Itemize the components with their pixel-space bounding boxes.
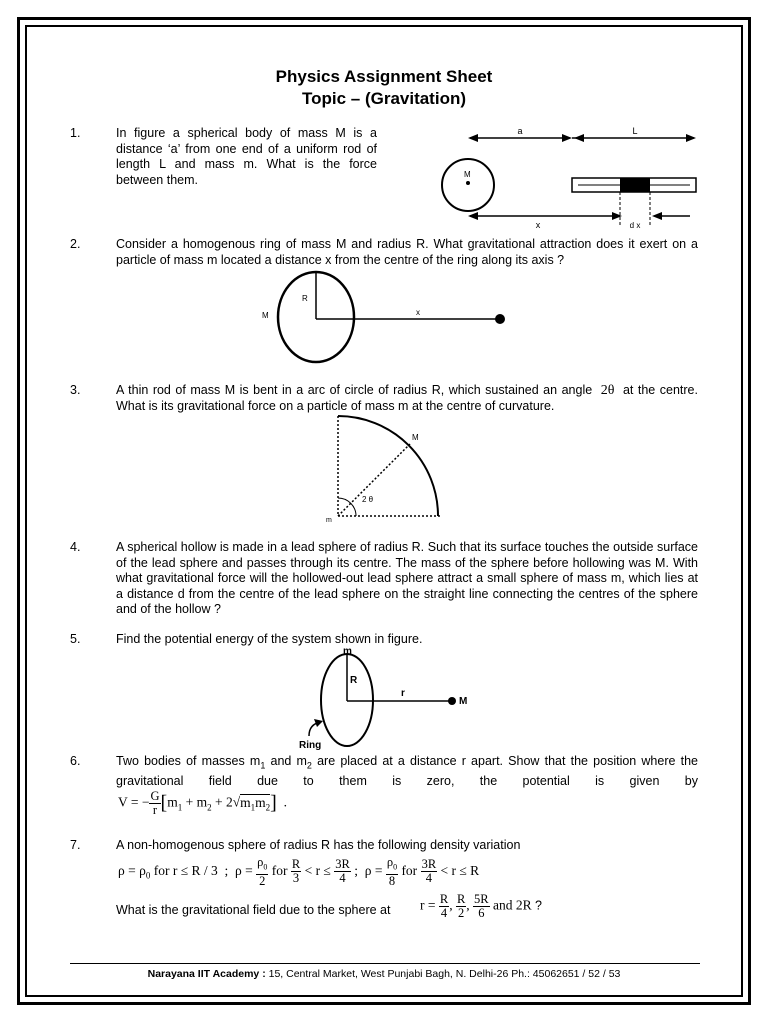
question-1-text: In figure a spherical body of mass M is a distance ‘a’ from one end of a uniform rod of length L and mass m. What is the force between them. (116, 126, 377, 187)
question-3-text-start: A thin rod of mass M is bent in a arc of circle of radius R, which sustained an angle (116, 383, 593, 397)
q6-part-c: are placed at a distance r apart. Show that the position where the gravitational field due to them is zero, the potential is given by (116, 754, 698, 788)
question-6-text (116, 754, 698, 790)
label-a: a (517, 126, 523, 136)
label-L: L (632, 126, 638, 136)
density-formula: $\rho = \rho_0$ for r ≤ R / 3 ; ρ = $\frac{\rho_0}{2}$ for $\frac{R}{3}$ < r ≤ $\frac{3R}{4}$ ; ρ = $\frac{\rho_0}{8}$ for $\frac{3R}{4}$ < r ≤ R (118, 855, 480, 888)
label-M: M (464, 170, 471, 179)
label-ring: Ring (299, 740, 322, 751)
question-3-text-end: at the centre. What is its gravitational force on a particle of mass m at the centre of curvature. (116, 383, 698, 413)
label-M: M (459, 696, 468, 707)
question-number: 5. (70, 632, 81, 646)
subscript-2: 2 (306, 760, 312, 771)
footer-academy: Narayana IIT Academy : (147, 968, 266, 980)
footer-divider (70, 963, 700, 964)
q6-part-b: and m (265, 754, 307, 768)
question-7-field-text: What is the gravitational field due to the sphere at (116, 903, 391, 917)
question-number: 3. (70, 383, 81, 397)
label-m: m (326, 517, 332, 524)
figure-2 (258, 270, 518, 370)
question-3-text (116, 383, 698, 414)
question-7-text: A non-homogenous sphere of radius R has the following density variation (116, 838, 521, 852)
label-R: R (302, 294, 308, 303)
footer-address: 15, Central Market, West Punjabi Bagh, N. Delhi-26 Ph.: 45062651 / 52 / 53 (265, 968, 621, 980)
question-number: 4. (70, 540, 81, 554)
angle-math: 2θ (600, 383, 615, 398)
label-r: r (401, 688, 405, 699)
label-dx: d x (629, 221, 641, 230)
page-subtitle: Topic – (Gravitation) (301, 89, 467, 108)
label-m: m (343, 646, 352, 657)
label-x: x (416, 308, 420, 317)
label-M: M (262, 311, 269, 320)
question-2-text: Consider a homogenous ring of mass M and radius R. What gravitational attraction does it exert on a particle of mass m located a distance x from the centre of the ring along its axis ? (116, 237, 698, 267)
question-4-text: A spherical hollow is made in a lead sphere of radius R. Such that its surface touches the outside surface of the lead sphere and passes through its centre. The mass of the sphere before hollowing was M. With what gravitational force will the hollowed-out lead sphere attract a small sphere of mass m, which lies at a distance d from the centre of the lead sphere on the straight line connecting the centres of the sphere and of the hollow ? (116, 540, 698, 616)
label-M: M (412, 433, 419, 442)
label-R: R (350, 675, 358, 686)
figure-5 (295, 644, 480, 752)
figure-3 (320, 412, 450, 524)
q6-part-a: Two bodies of masses m (116, 754, 261, 768)
question-number: 7. (70, 838, 81, 852)
field-points-formula: r = $\frac{R}{4}$ , $\frac{R}{2}$ , $\frac{5R}{6}$ and 2R ? (420, 892, 542, 920)
subscript-1: 1 (260, 760, 266, 771)
label-x: x (535, 220, 541, 230)
figure-1 (438, 122, 703, 232)
page-title: Physics Assignment Sheet (275, 67, 493, 86)
question-number: 6. (70, 754, 81, 768)
potential-formula: V = − $\frac{G}{r}$ $[m_1 + m_2 + 2√m_1m_2]$ . (118, 789, 287, 817)
question-number: 2. (70, 237, 81, 251)
question-number: 1. (70, 126, 81, 140)
label-angle: 2 θ (362, 495, 374, 504)
footer (0, 968, 768, 980)
question-5-text: Find the potential energy of the system shown in figure. (116, 632, 423, 646)
